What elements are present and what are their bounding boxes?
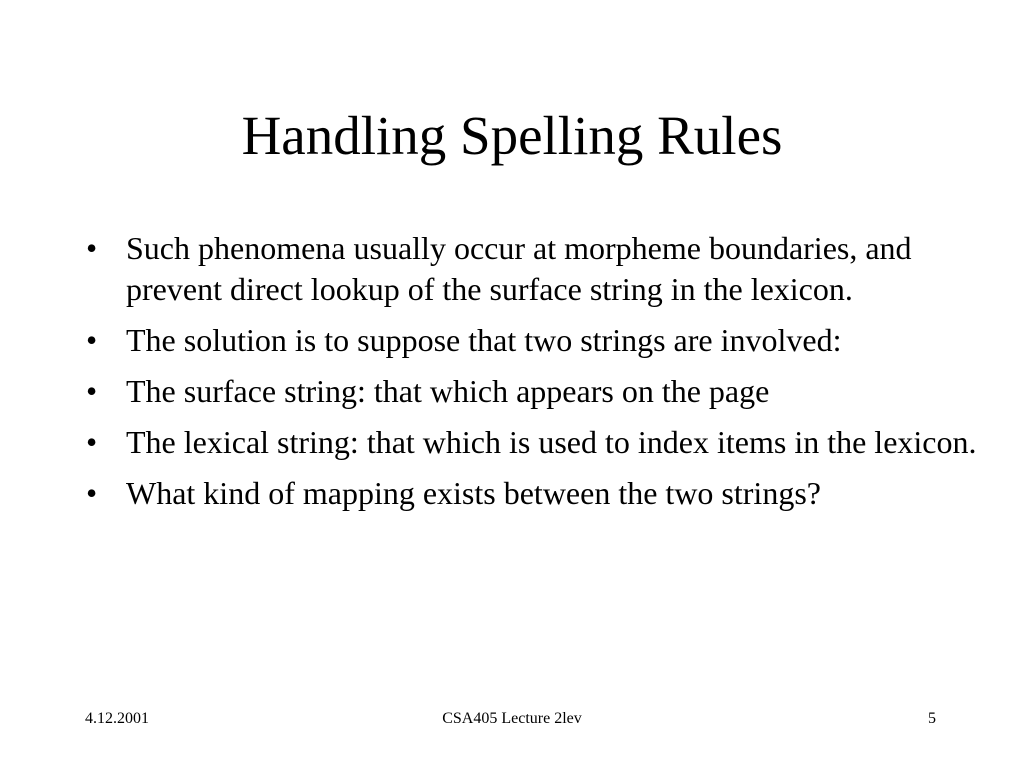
bullet-marker: • <box>86 230 98 266</box>
bullet-item <box>80 371 980 412</box>
slide-title: Handling Spelling Rules <box>241 105 783 166</box>
bullet-list <box>80 228 980 524</box>
bullet-text: The surface string: that which appears on the page <box>126 373 770 409</box>
footer-page-number: 5 <box>928 710 936 727</box>
bullet-text: The solution is to suppose that two strings are involved: <box>126 322 842 358</box>
footer-course-title: CSA405 Lecture 2lev <box>442 710 582 727</box>
bullet-item <box>80 422 980 463</box>
bullet-item <box>80 473 980 514</box>
bullet-marker: • <box>86 322 98 358</box>
footer-date: 4.12.2001 <box>85 710 149 727</box>
bullet-text: The lexical string: that which is used to index items in the lexicon. <box>126 424 977 460</box>
bullet-text: Such phenomena usually occur at morpheme boundaries, and prevent direct lookup of the surface string in the lexicon. <box>126 230 912 307</box>
bullet-marker: • <box>86 475 98 511</box>
bullet-marker: • <box>86 373 98 409</box>
bullet-marker: • <box>86 424 98 460</box>
bullet-item <box>80 320 980 361</box>
bullet-item <box>80 228 980 310</box>
bullet-text: What kind of mapping exists between the two strings? <box>126 475 821 511</box>
